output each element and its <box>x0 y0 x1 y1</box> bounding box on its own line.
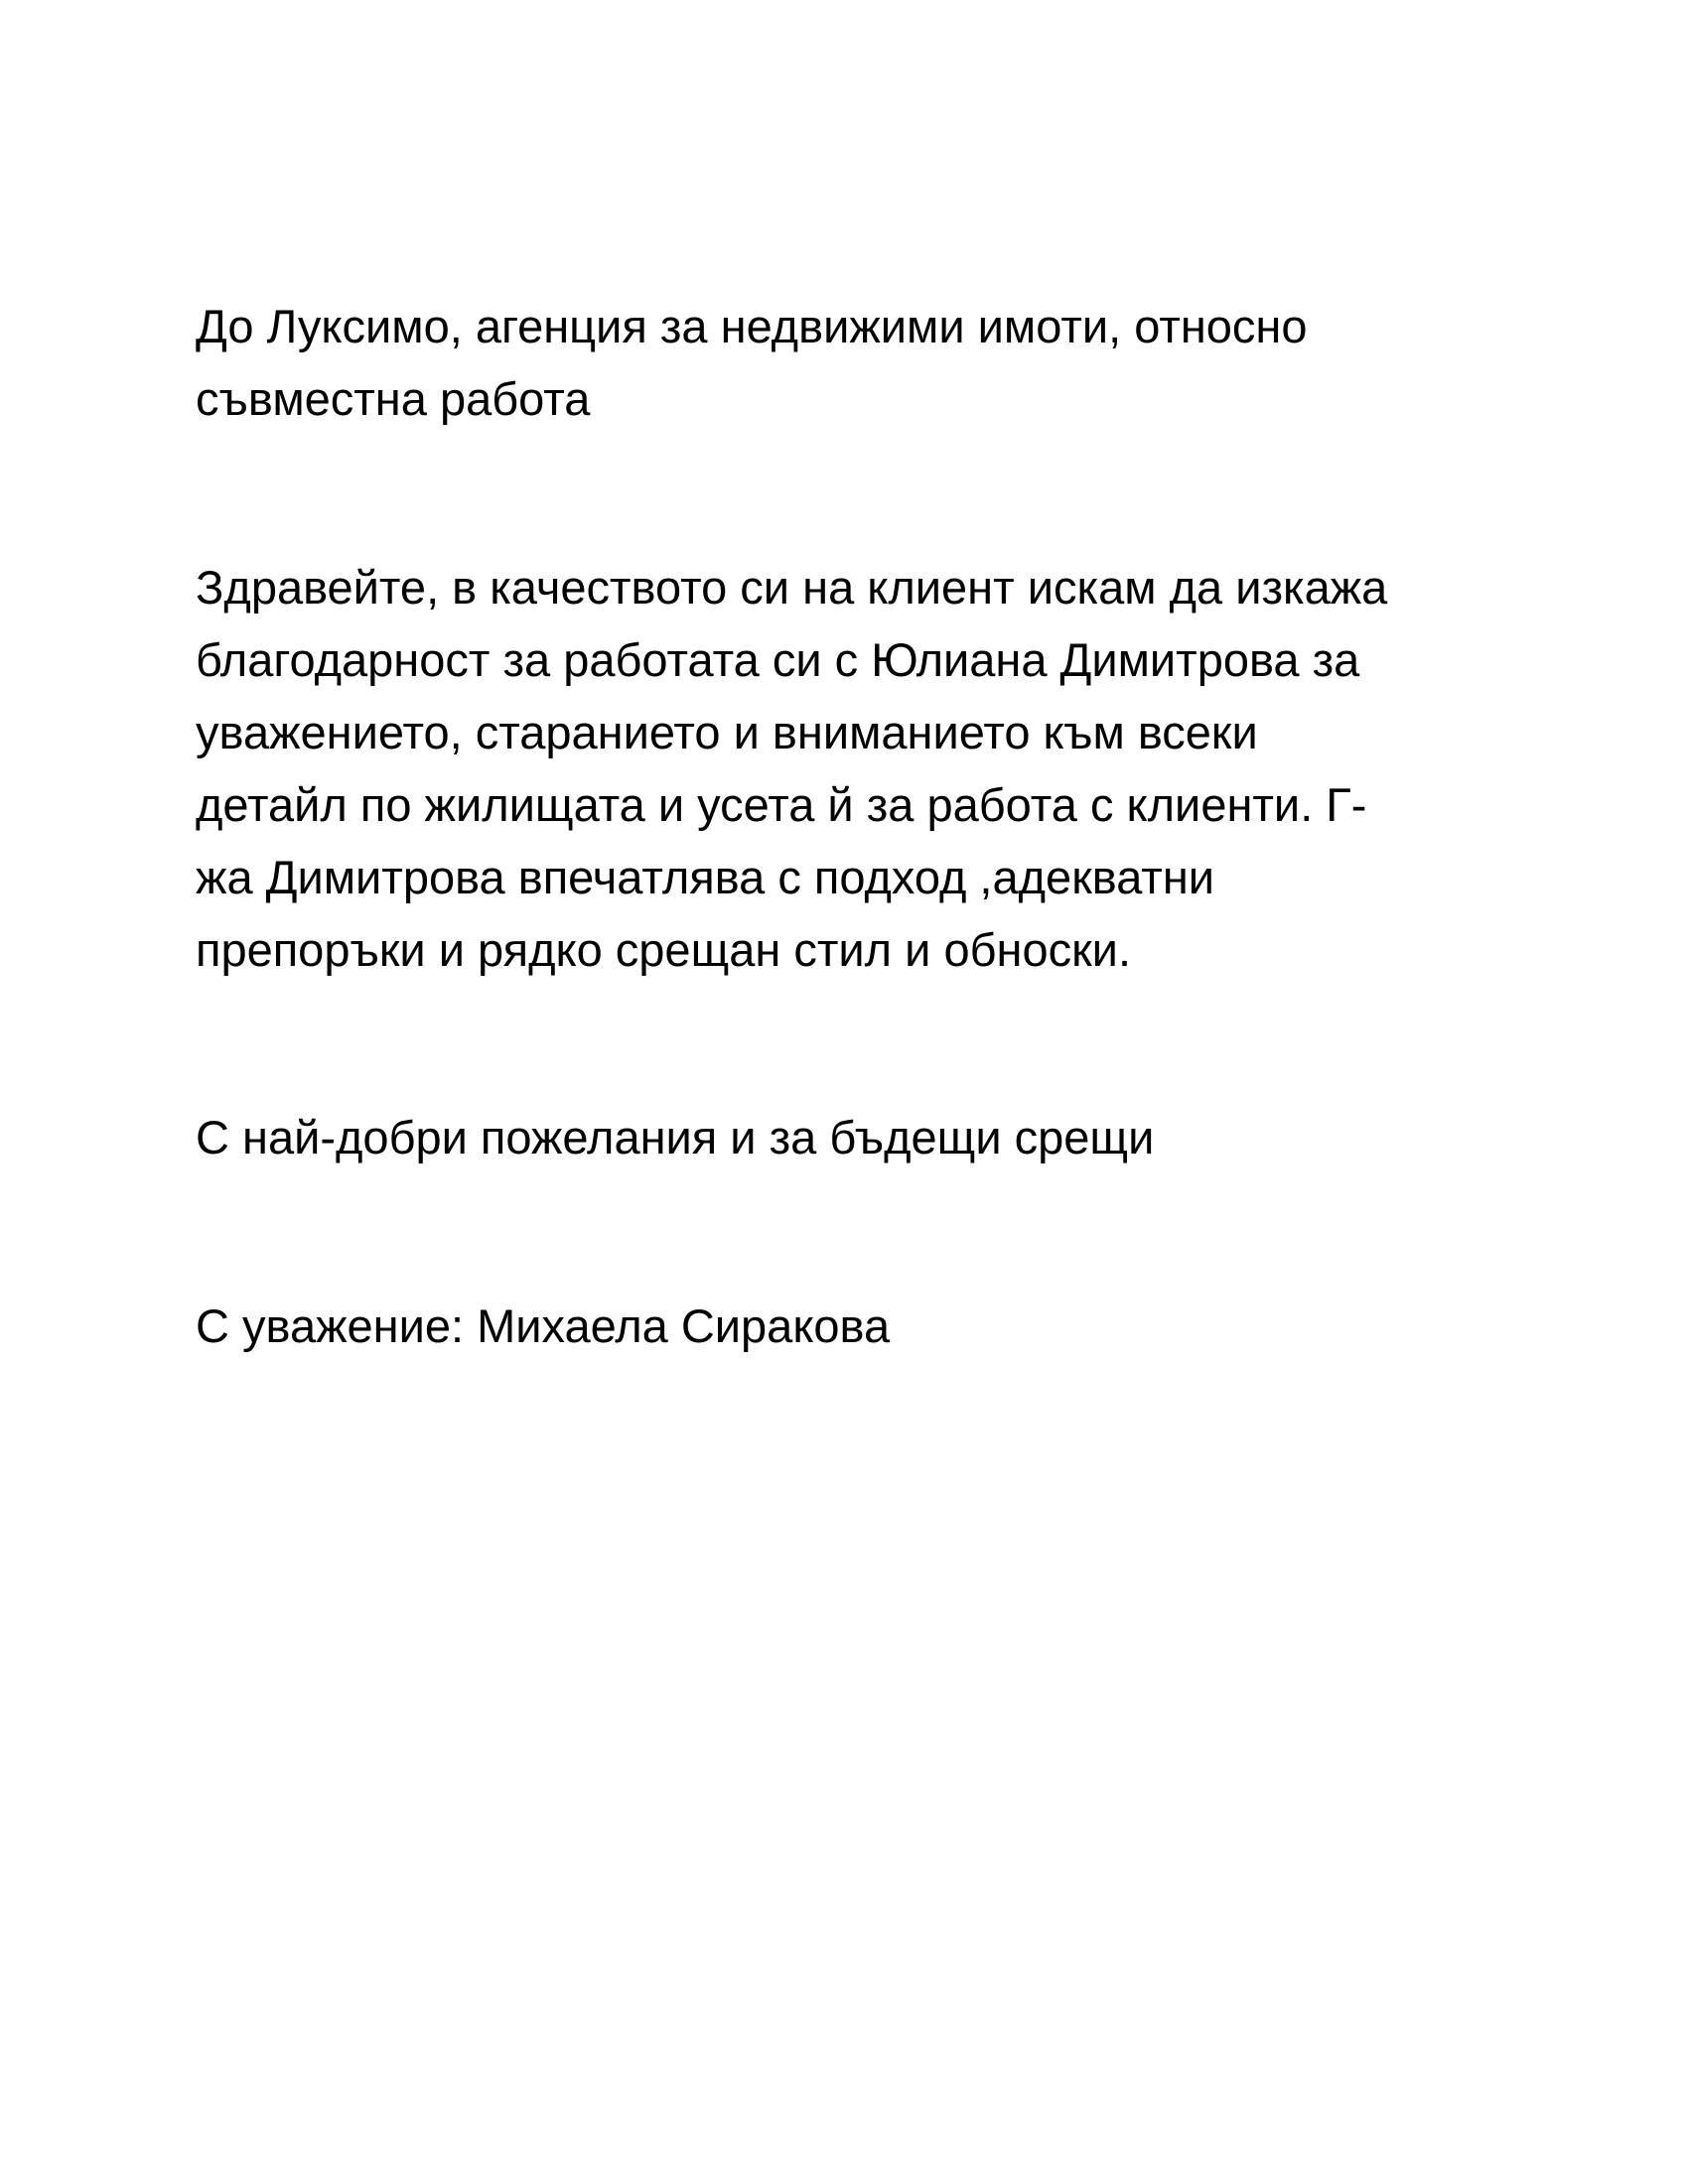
body-line: Здравейте, в качеството си на клиент искам да изкажа <box>196 561 1388 614</box>
body-line: препоръки и рядко срещан стил и обноски. <box>196 923 1131 976</box>
closing-line: С най-добри пожелания и за бъдещи срещи <box>196 1111 1155 1163</box>
signature-line: С уважение: Михаела Сиракова <box>196 1299 891 1352</box>
body-line: уважението, старанието и вниманието към всеки <box>196 706 1258 758</box>
body-line: детайл по жилищата и усета й за работа с клиенти. Г- <box>196 778 1367 831</box>
heading-line: съвместна работа <box>196 372 591 425</box>
heading-line: До Луксимо, агенция за недвижими имоти, относно <box>196 300 1308 352</box>
body-line: благодарност за работата си с Юлиана Димитрова за <box>196 633 1360 686</box>
body-line: жа Димитрова впечатлява с подход ,адекватни <box>196 851 1215 903</box>
